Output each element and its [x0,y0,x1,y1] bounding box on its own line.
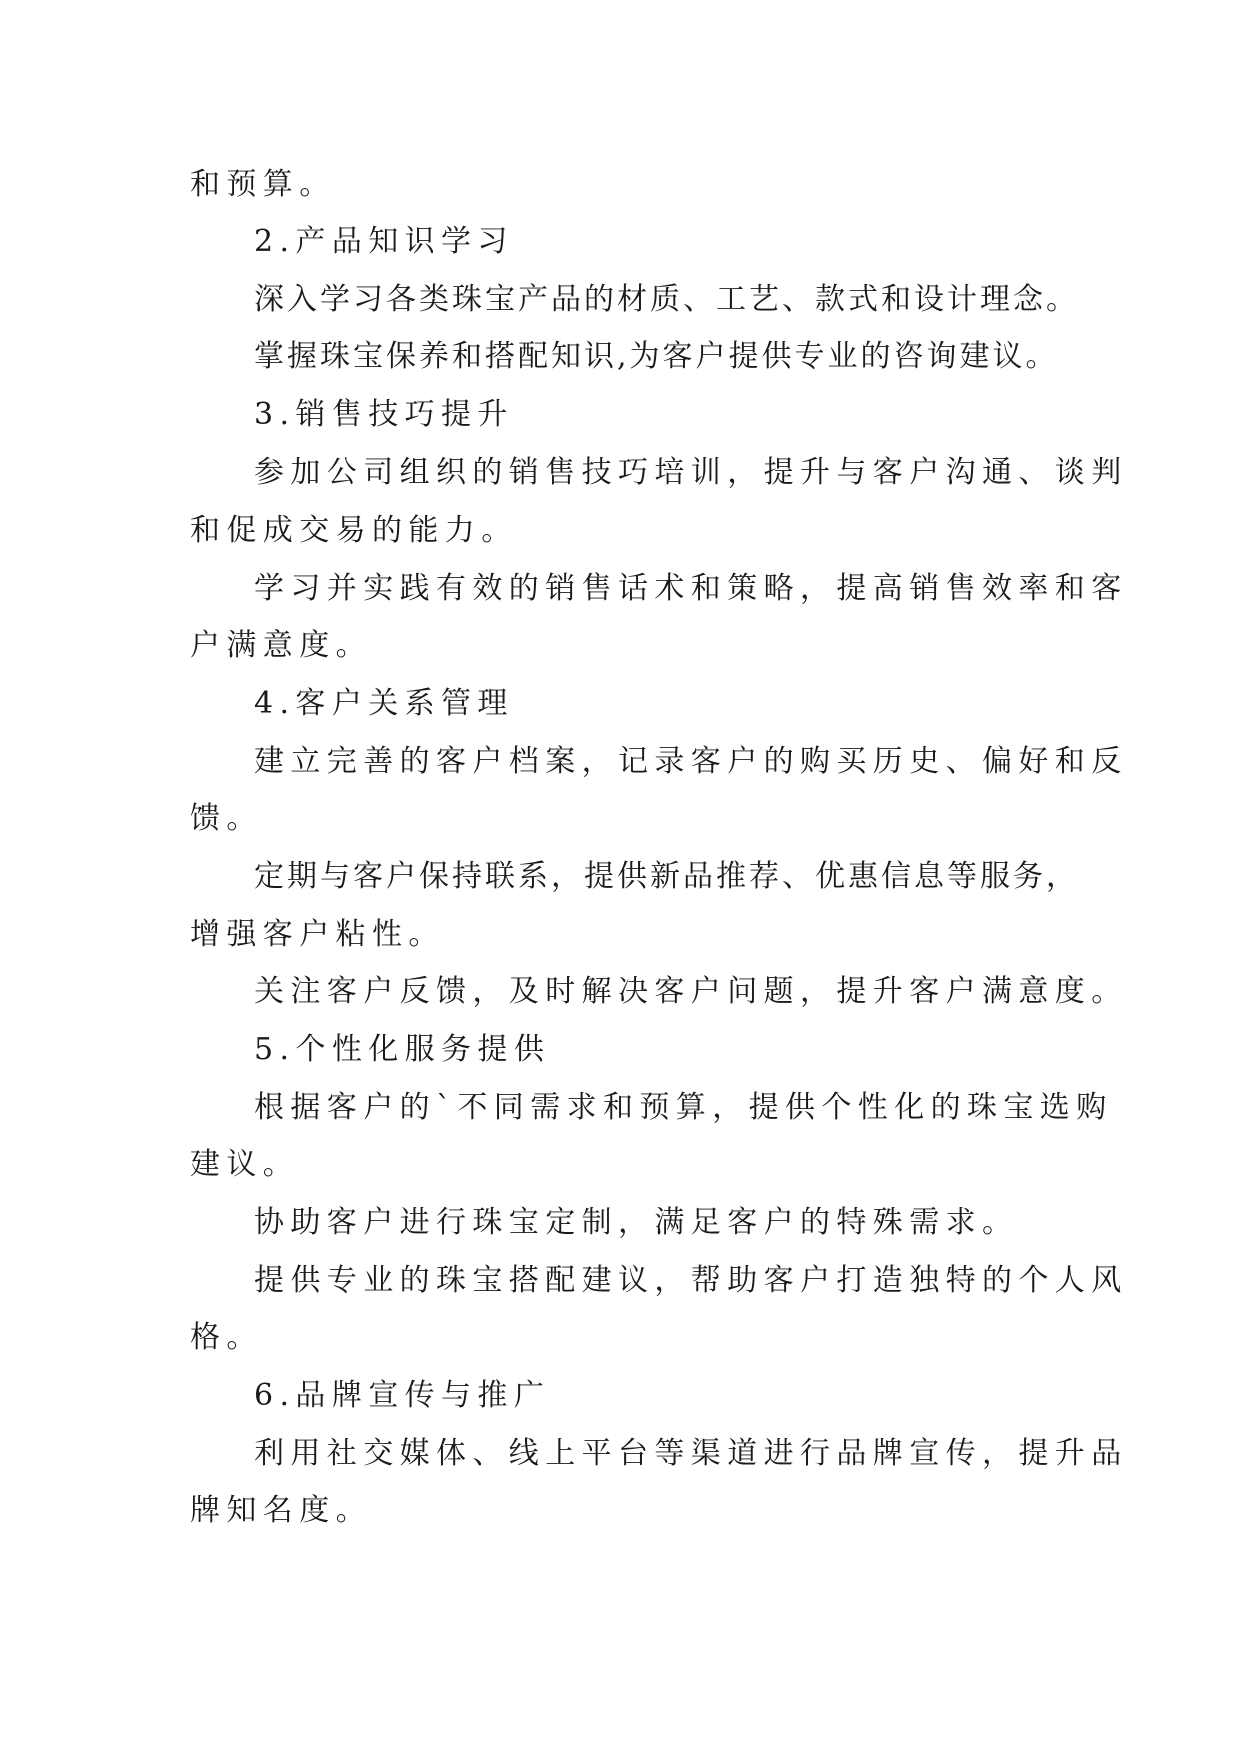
text-line: 馈。 [190,801,263,836]
text-line: 牌知名度。 [190,1493,372,1528]
text-line: 利用社交媒体、线上平台等渠道进行品牌宣传，提升品 [254,1436,1128,1471]
text-line: 提供专业的珠宝搭配建议，帮助客户打造独特的个人风 [254,1263,1128,1298]
text-line: 户满意度。 [190,628,372,663]
text-line: 深入学习各类珠宝产品的材质、工艺、款式和设计理念。 [254,282,1079,317]
text-line: 参加公司组织的销售技巧培训，提升与客户沟通、谈判 [254,455,1128,490]
text-line: 建议。 [190,1147,300,1182]
text-line: 和促成交易的能力。 [190,513,518,548]
text-line: 学习并实践有效的销售话术和策略，提高销售效率和客 [254,571,1128,606]
text-line: 增强客户粘性。 [190,917,445,952]
text-line: 定期与客户保持联系，提供新品推荐、优惠信息等服务， [254,859,1079,894]
text-line: 掌握珠宝保养和搭配知识,为客户提供专业的咨询建议。 [254,339,1059,374]
text-line: 和预算。 [190,167,336,202]
section-heading: 2.产品知识学习 [254,224,514,259]
text-line: 关注客户反馈，及时解决客户问题，提升客户满意度。 [254,974,1128,1009]
section-heading: 6.品牌宣传与推广 [254,1378,551,1413]
text-line: 建立完善的客户档案，记录客户的购买历史、偏好和反 [254,744,1128,779]
text-line: 协助客户进行珠宝定制，满足客户的特殊需求。 [254,1205,1019,1240]
section-heading: 5.个性化服务提供 [254,1032,551,1067]
text-line: 格。 [190,1320,263,1355]
text-line: 根据客户的`不同需求和预算，提供个性化的珠宝选购 [254,1090,1113,1125]
section-heading: 3.销售技巧提升 [254,397,514,432]
section-heading: 4.客户关系管理 [254,686,514,721]
